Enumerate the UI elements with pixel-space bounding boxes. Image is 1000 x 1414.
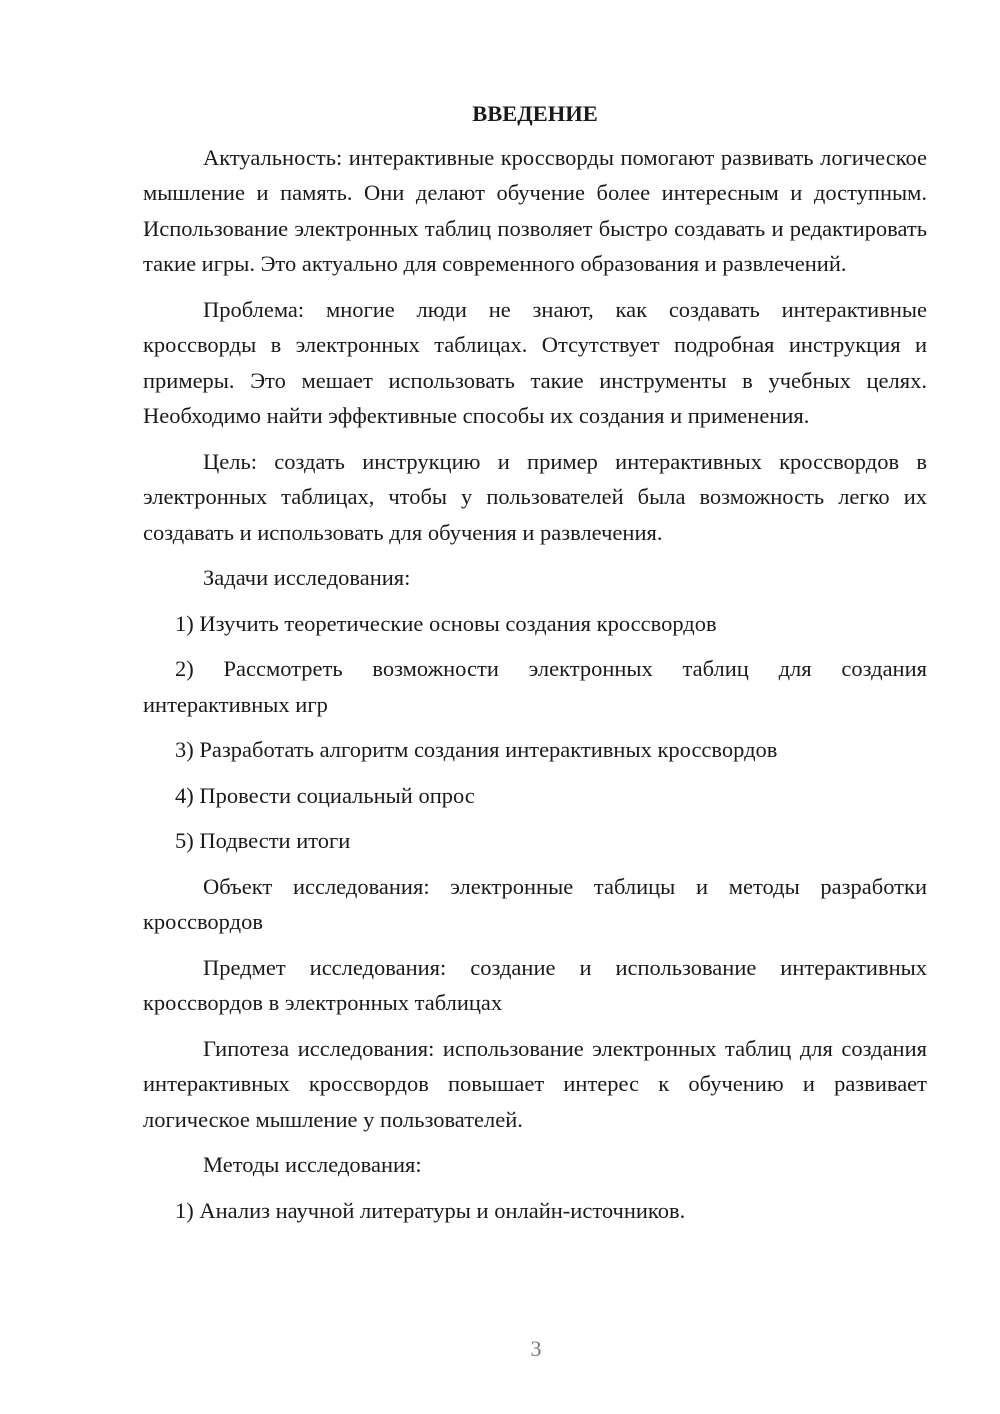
methods-label: Методы исследования: — [203, 1152, 422, 1177]
object-paragraph: Объект исследования: электронные таблицы и методы разработки кроссвордов — [143, 873, 927, 934]
task-item: 4) Провести социальный опрос — [175, 782, 475, 808]
tasks-label: Задачи исследования: — [203, 565, 411, 590]
subject-paragraph: Предмет исследования: создание и использование интерактивных кроссвордов в электронных таблицах — [143, 954, 927, 1015]
section-heading: ВВЕДЕНИЕ — [472, 101, 598, 126]
task-item: 1) Изучить теоретические основы создания кроссвордов — [175, 610, 717, 636]
page-body — [143, 96, 927, 1238]
hypothesis-paragraph: Гипотеза исследования: использование электронных таблиц для создания интерактивных кроссвордов повышает интерес к обучению и развивает логическое мышление у пользователей. — [143, 1035, 927, 1132]
relevance-paragraph: Актуальность: интерактивные кроссворды помогают развивать логическое мышление и память. Они делают обучение более интересным и доступным. Использование электронных таблиц позволяет быстро создавать и редактировать такие игры. Это актуально для современного образования и развлечений. — [143, 144, 927, 276]
page-number: 3 — [530, 1336, 542, 1361]
task-item: 2) Рассмотреть возможности электронных таблиц для создания интерактивных игр — [143, 656, 927, 717]
goal-paragraph: Цель: создать инструкцию и пример интерактивных кроссвордов в электронных таблицах, чтобы у пользователей была возможность легко их создавать и использовать для обучения и развлечения. — [143, 448, 927, 545]
problem-paragraph: Проблема: многие люди не знают, как создавать интерактивные кроссворды в электронных таблицах. Отсутствует подробная инструкция и примеры. Это мешает использовать такие инструменты в учебных целях. Необходимо найти эффективные способы их создания и применения. — [143, 296, 927, 428]
method-item: 1) Анализ научной литературы и онлайн-источников. — [175, 1197, 686, 1223]
task-item: 5) Подвести итоги — [175, 828, 351, 853]
task-item: 3) Разработать алгоритм создания интерактивных кроссвордов — [175, 737, 778, 762]
